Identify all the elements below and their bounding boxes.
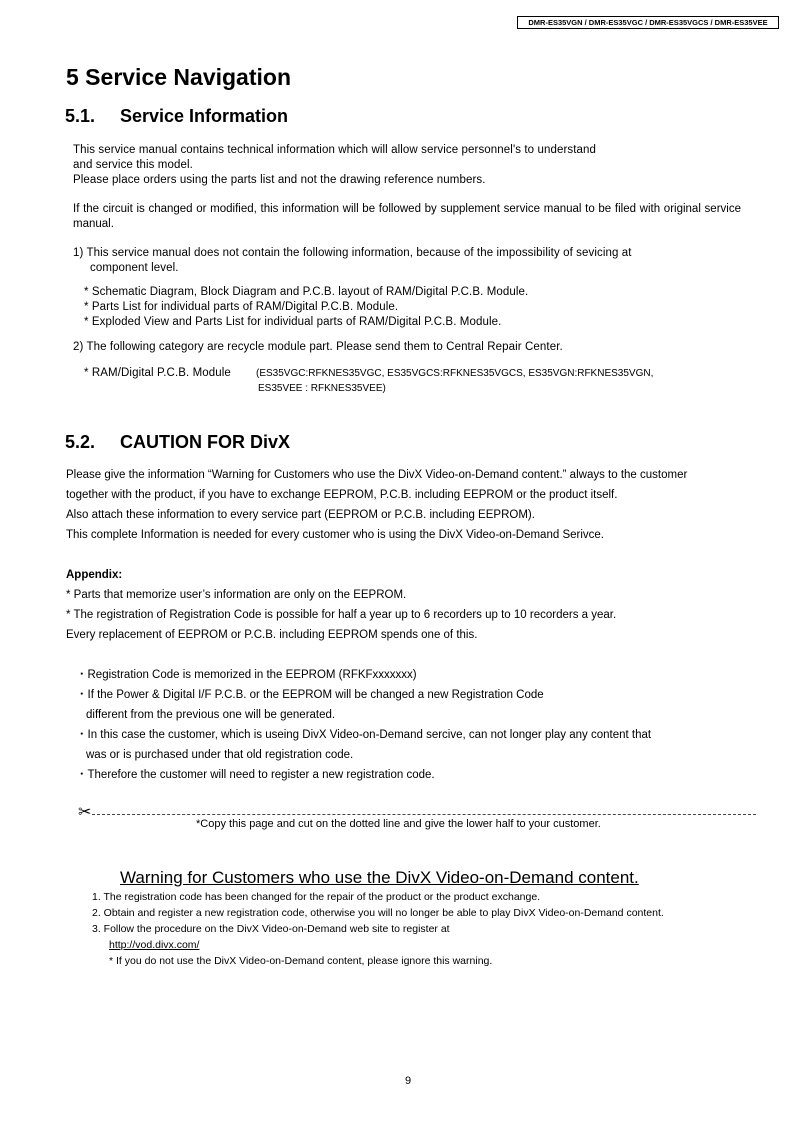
- warning-item: 3. Follow the procedure on the DivX Video-on-Demand web site to register at: [92, 923, 450, 935]
- bullet-item: * Schematic Diagram, Block Diagram and P.C.B. layout of RAM/Digital P.C.B. Module.: [84, 286, 529, 298]
- appendix-line: * Parts that memorize user’s information are only on the EEPROM.: [66, 589, 407, 601]
- appendix-line: * The registration of Registration Code is possible for half a year up to 6 recorders up to 10 recorders a year.: [66, 609, 617, 621]
- module-part-numbers: ES35VEE : RFKNES35VEE): [258, 383, 386, 394]
- caution-line: This complete Information is needed for every customer who is using the DivX Video-on-Demand Serivce.: [66, 529, 604, 541]
- warning-note: * If you do not use the DivX Video-on-Demand content, please ignore this warning.: [109, 955, 493, 967]
- list-item: 2) The following category are recycle module part. Please send them to Central Repair Center.: [73, 341, 563, 353]
- appendix-title: Appendix:: [66, 569, 123, 581]
- divx-vod-link[interactable]: http://vod.divx.com/: [109, 939, 200, 951]
- paragraph-line: Please place orders using the parts list and not the drawing reference numbers.: [73, 174, 486, 186]
- model-header: DMR-ES35VGN / DMR-ES35VGC / DMR-ES35VGCS / DMR-ES35VEE: [517, 16, 779, 29]
- paragraph: If the circuit is changed or modified, this information will be followed by supplement service manual to be filed with original service manual.: [73, 203, 741, 230]
- appendix-line: Every replacement of EEPROM or P.C.B. including EEPROM spends one of this.: [66, 629, 478, 641]
- bullet-item: * Exploded View and Parts List for individual parts of RAM/Digital P.C.B. Module.: [84, 316, 502, 328]
- module-part-numbers: (ES35VGC:RFKNES35VGC, ES35VGCS:RFKNES35VGCS, ES35VGN:RFKNES35VGN,: [256, 368, 654, 379]
- cut-instruction: *Copy this page and cut on the dotted line and give the lower half to your customer.: [196, 818, 601, 830]
- registration-note: ・In this case the customer, which is useing DivX Video-on-Demand sercive, can not longer play any content that: [76, 729, 652, 741]
- bullet-item: * Parts List for individual parts of RAM/Digital P.C.B. Module.: [84, 301, 399, 313]
- registration-note: ・Therefore the customer will need to register a new registration code.: [76, 769, 435, 781]
- registration-note: was or is purchased under that old registration code.: [86, 749, 354, 761]
- section-number: 5.1.: [65, 106, 96, 126]
- section-number: 5.2.: [65, 432, 96, 452]
- warning-item: 1. The registration code has been changed for the repair of the product or the product exchange.: [92, 891, 541, 903]
- registration-note: ・Registration Code is memorized in the EEPROM (RFKFxxxxxxx): [76, 669, 417, 681]
- caution-line: Please give the information “Warning for Customers who use the DivX Video-on-Demand content.” always to the customer: [66, 469, 688, 481]
- warning-item: 2. Obtain and register a new registration code, otherwise you will no longer be able to play DivX Video-on-Demand content.: [92, 907, 664, 919]
- list-item-continuation: component level.: [90, 262, 179, 274]
- registration-note: ・If the Power & Digital I/F P.C.B. or the EEPROM will be changed a new Registration Code: [76, 689, 544, 701]
- warning-title: Warning for Customers who use the DivX Video-on-Demand content.: [120, 868, 639, 887]
- page-title: 5 Service Navigation: [66, 64, 291, 90]
- list-item: 1) This service manual does not contain the following information, because of the impossibility of sevicing at: [73, 247, 632, 259]
- section-title: CAUTION FOR DivX: [120, 432, 291, 452]
- section-title: Service Information: [120, 106, 289, 126]
- registration-note: different from the previous one will be generated.: [86, 709, 336, 721]
- section-5-2-heading: [65, 432, 290, 453]
- dotted-cut-line: [92, 814, 756, 815]
- section-5-1-heading: [65, 106, 288, 127]
- caution-line: Also attach these information to every service part (EEPROM or P.C.B. including EEPROM).: [66, 509, 535, 521]
- caution-line: together with the product, if you have to exchange EEPROM, P.C.B. including EEPROM or the product itself.: [66, 489, 618, 501]
- paragraph-line: and service this model.: [73, 159, 193, 171]
- paragraph-line: This service manual contains technical information which will allow service personnel's to understand: [73, 144, 597, 156]
- bullet-item: * RAM/Digital P.C.B. Module: [84, 367, 231, 379]
- scissors-icon: ✂: [78, 804, 92, 821]
- page-number: 9: [405, 1075, 412, 1087]
